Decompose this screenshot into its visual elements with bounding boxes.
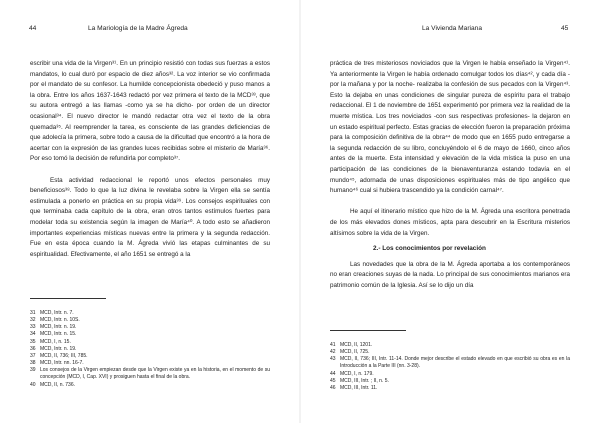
right-page [300,0,600,423]
footnote-text: Los consejos de la Virgen empiezan desde que la Virgen existe ya en la historia, en el momento de su concepción (MCD, I, Cap. XVI) y prosiguen hasta el final de la obra. [40,367,270,381]
footnote [30,324,270,331]
footnote-text: MCD, Intr. n. 19. [40,324,77,331]
page-number: 44 [29,25,37,32]
section-heading: 2.- Los conocimientos por revelación [373,245,486,253]
footnote-number: 40 [30,381,36,388]
footnote-number: 38 [30,360,36,367]
footnote-number: 41 [330,342,336,348]
page-number: 45 [561,25,569,32]
footnote-number: 42 [330,349,336,356]
footnotes [330,342,570,392]
footnote-number: 33 [30,324,36,331]
footnote [30,360,270,367]
footnote-text: MCD, II, n. 736. [40,381,76,388]
footnote-text: MCD, Intr. n. 10S. [40,317,80,324]
paragraph: He aquí el itinerario místico que hizo de la M. Ágreda una escritora penetrada de los más elevados dones místicos, apta para descubrir en la Escritura misterios altísimos sobre la vida de la Virgen. [330,208,570,237]
footnote-number: 43 [330,356,336,363]
footnote-divider [30,298,106,299]
footnote-number: 34 [30,331,36,338]
footnote-text: MCD, I, n. 15. [40,338,71,345]
footnote-text: MCD, Intr. n. 19. [40,345,77,352]
footnote [30,317,270,324]
footnote [330,385,570,392]
footnote [30,310,270,317]
main-text [330,59,570,291]
footnote-divider [330,330,406,331]
footnote-number: 31 [30,310,36,316]
paragraph: Las novedades que la obra de la M. Ágreda aportaba a los contemporáneos no eran creaciones suyas de la nada. Lo principal de sus conocimientos marianos era patrimonio común de la Iglesia. Así se lo dijo un día [330,260,570,289]
footnote-number: 44 [330,370,336,377]
footnote-text: MCD, Intr. n. 7. [40,310,74,316]
paragraph: escribir una vida de la Virgen³¹. En un principio resistió con todas sus fuerzas a estos mandatos, lo cual duró por espacio de diez años³². La voz interior se vio confirmada por el mandato de su confesor. La humilde concepcionista obedeció y puso manos a la obra. Entre los años 1637-1643 redactó por vez primera el texto de la MCD³³, que su autora entregó a las llamas -como ya se ha dicho- por orden de un director ocasional³⁴. El nuevo director le mandó redactar otra vez el texto de la obra quemada³⁵. Al reemprender la tarea, es consciente de las grandes deficiencias de que adolecía la primera, sobre todo a causa de la dificultad que encontró a la hora de acertar con la expresión de las grandes luces recibidas sobre el misterio de María³⁶. Por eso tomó la decisión de refundirla por completo³⁷. [30,60,270,163]
footnote [330,356,570,370]
footnote [30,339,270,346]
footnote-text: MCD, II, 736; III, Intr. 11-14. Donde mejor describe el estado elevado en que escribió su obra es en la Introducción a la Parte III (nn. 3-28). [340,356,570,370]
footnote [30,382,270,389]
footnote [30,331,270,338]
footnote-number: 39 [30,367,36,374]
footnote-text: MCD, III, Intr. ; II, n. 5. [340,377,389,384]
paragraph: Esta actividad redaccional le reportó unos efectos personales muy beneficiosos³⁸. Todo lo que la luz divina le revelaba sobre la Virgen ella se sentía estimulada a ponerlo en práctica en su propia vida³⁹. Los consejos espirituales con que terminaba cada capítulo de la obra, eran otros tantos estímulos fuertes para modelar toda su existencia según la imagen de María⁴⁰. A todo esto se añadieron importantes experiencias místicas nuevas entre la primera y la segunda redacción. Fue en esta época cuando la M. Ágreda vivió las etapas culminantes de su espiritualidad. Efectivamente, el año 1651 se entregó a la [30,176,270,258]
footnote [330,371,570,378]
running-head: La Vivienda Mariana [422,25,482,32]
main-text [30,59,270,260]
footnote-text: MCD, Intr. n. 15. [40,331,77,338]
footnote [30,353,270,360]
footnote-text: MCD, II, 725. [340,349,370,356]
footnote-text: MCD, III, Intr. 11. [340,384,378,391]
footnote-number: 32 [30,317,36,324]
running-head: La Mariología de la Madre Ágreda [88,25,188,32]
footnote [30,346,270,353]
footnote-number: 45 [330,377,336,384]
footnote-text: MCD, II, 1201. [340,342,373,348]
footnote-number: 37 [30,352,36,359]
footnote-number: 36 [30,345,36,352]
footnote-text: MCD, I, n. 179. [340,370,374,377]
paragraph: práctica de tres misteriosos noviciados que la Virgen le había enseñado la Virgen⁴¹. Ya anteriormente la Virgen le había ordenado comulgar todos los días⁴², y cada día -por la mañana y por la noche- realizaba la confesión de sus pecados con la Virgen⁴³. Esto la dejaba en unas condiciones de singular pureza de espíritu para el trabajo redaccional. El 1 de noviembre de 1651 experimentó por primera vez la realidad de la muerte mística. Los tres noviciados -con sus respectivas profesiones- la dejaron en un estado espiritual perfecto. Estas gracias de elección fueron la preparación próxima para la composición definitiva de la obra⁴⁴ de modo que en 1655 pudo entregarse a la segunda redacción de su libro, concluyéndolo el 6 de mayo de 1660, cinco años antes de la muerte. Esta intensidad y elevación de la vida mística la puso en una participación de las condiciones de la bienaventuranza estando todavía en el mundo⁴⁵, adornada de unas disposiciones espirituales más de tipo angélico que humano⁴⁶ cual si hubiera trascendido ya la condición carnal⁴⁷. [330,60,570,195]
footnote [330,342,570,349]
footnote-text: MCD, II, 736; III, 785. [40,352,88,359]
footnote-text: MCD, Intr. nn. 16-7. [40,360,84,367]
footnotes [30,310,270,389]
footnote [330,349,570,356]
footnote [330,378,570,385]
footnote-number: 35 [30,338,36,345]
footnote-number: 46 [330,384,336,391]
footnote [30,367,270,381]
